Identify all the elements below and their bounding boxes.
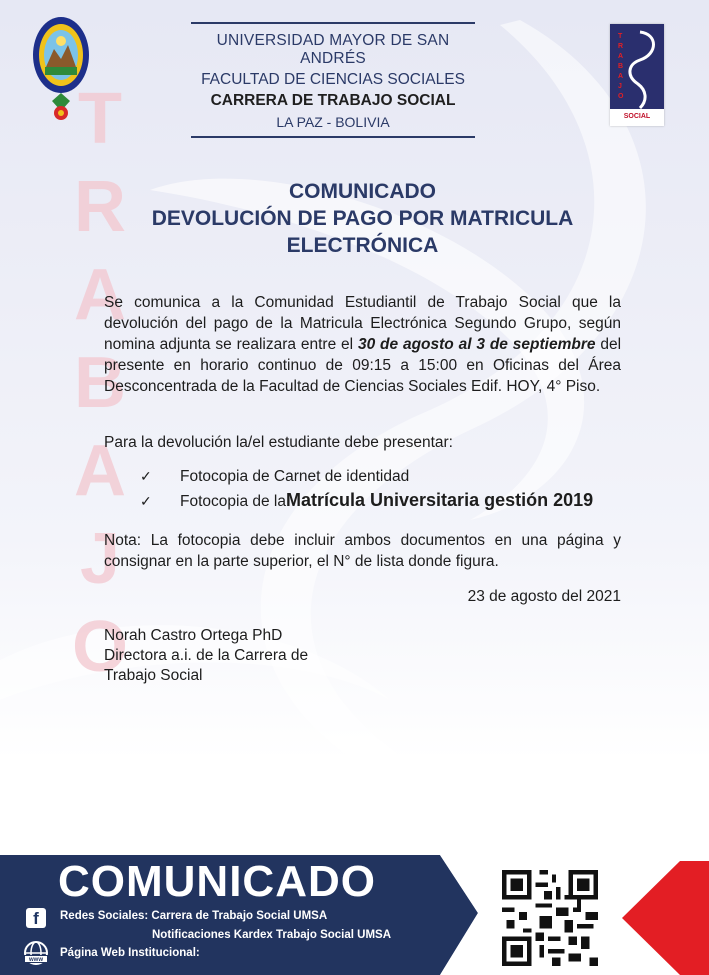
career-logo xyxy=(610,24,664,126)
requirements-intro: Para la devolución la/el estudiante debe presentar: xyxy=(104,434,453,451)
signer-name: Norah Castro Ortega PhD xyxy=(104,627,283,644)
announcement-paragraph xyxy=(104,292,621,397)
svg-text:A: A xyxy=(618,53,624,60)
document-title xyxy=(104,178,621,259)
career-logo-label: SOCIAL xyxy=(623,113,651,120)
title-line-3: ELECTRÓNICA xyxy=(286,234,439,257)
facebook-icon: f xyxy=(26,908,46,928)
faculty-name: FACULTAD DE CIENCIAS SOCIALES xyxy=(201,71,465,88)
watermark-letters: T R A B A J O xyxy=(71,79,128,687)
svg-text:B: B xyxy=(618,63,624,70)
institutional-website: Página Web Institucional: xyxy=(60,947,200,959)
date-range: 30 de agosto al 3 de septiembre xyxy=(357,336,596,353)
svg-text:T: T xyxy=(618,33,623,40)
title-line-2: DEVOLUCIÓN DE PAGO POR MATRICULA xyxy=(151,207,574,230)
svg-text:O: O xyxy=(618,93,624,100)
signature-block xyxy=(104,626,404,686)
signer-role: Directora a.i. de la Carrera de xyxy=(104,647,309,664)
requirement-emphasis: Matrícula Universitaria gestión 2019 xyxy=(286,490,594,510)
document-date: 23 de agosto del 2021 xyxy=(467,588,621,605)
location: LA PAZ - BOLIVIA xyxy=(276,114,390,130)
requirement-text: Fotocopia de Carnet de identidad xyxy=(180,468,410,485)
footer-title: COMUNICADO xyxy=(58,857,376,906)
university-name: UNIVERSIDAD MAYOR DE SAN ANDRÉS xyxy=(216,32,450,67)
list-item xyxy=(140,468,630,490)
note-paragraph: Nota: La fotocopia debe incluir ambos documentos en una página y consignar en la parte superior, el N° de lista donde figura. xyxy=(104,532,621,570)
www-globe-icon xyxy=(22,940,50,966)
notifications: Notificaciones Kardex Trabajo Social UMSA xyxy=(152,929,392,941)
signer-role-continued: Trabajo Social xyxy=(104,667,203,684)
qr-code xyxy=(498,866,602,970)
career-name: CARRERA DE TRABAJO SOCIAL xyxy=(210,92,456,109)
check-icon: ✓ xyxy=(140,468,152,484)
list-item xyxy=(140,490,630,512)
social-networks: Redes Sociales: Carrera de Trabajo Social UMSA xyxy=(60,910,328,922)
university-seal-logo xyxy=(30,15,92,125)
svg-text:www: www xyxy=(28,957,44,963)
title-line-1: COMUNICADO xyxy=(289,180,436,203)
header-bottom-rule xyxy=(191,136,475,138)
institution-header xyxy=(191,22,475,138)
paragraph-text-end: del presente en horario continuo de 09:15 a 15:00 en Oficinas del Área Desconcentrada de la Facultad de Ciencias Sociales Edif. HOY, 4° Piso. xyxy=(104,336,622,395)
requirements-list xyxy=(140,468,630,512)
header-top-rule xyxy=(191,22,475,24)
paragraph-text-start: Se comunica a la Comunidad Estudiantil de Trabajo Social que la devolución del pago de la Matricula Electrónica Segundo Grupo, según nomina adjunta se realizara entre el xyxy=(104,294,621,353)
check-icon: ✓ xyxy=(140,493,152,509)
svg-text:A: A xyxy=(618,73,624,80)
svg-text:J: J xyxy=(618,83,622,90)
svg-text:R: R xyxy=(618,43,624,50)
career-logo-mark xyxy=(610,24,664,109)
requirement-text: Fotocopia de la xyxy=(180,493,286,510)
